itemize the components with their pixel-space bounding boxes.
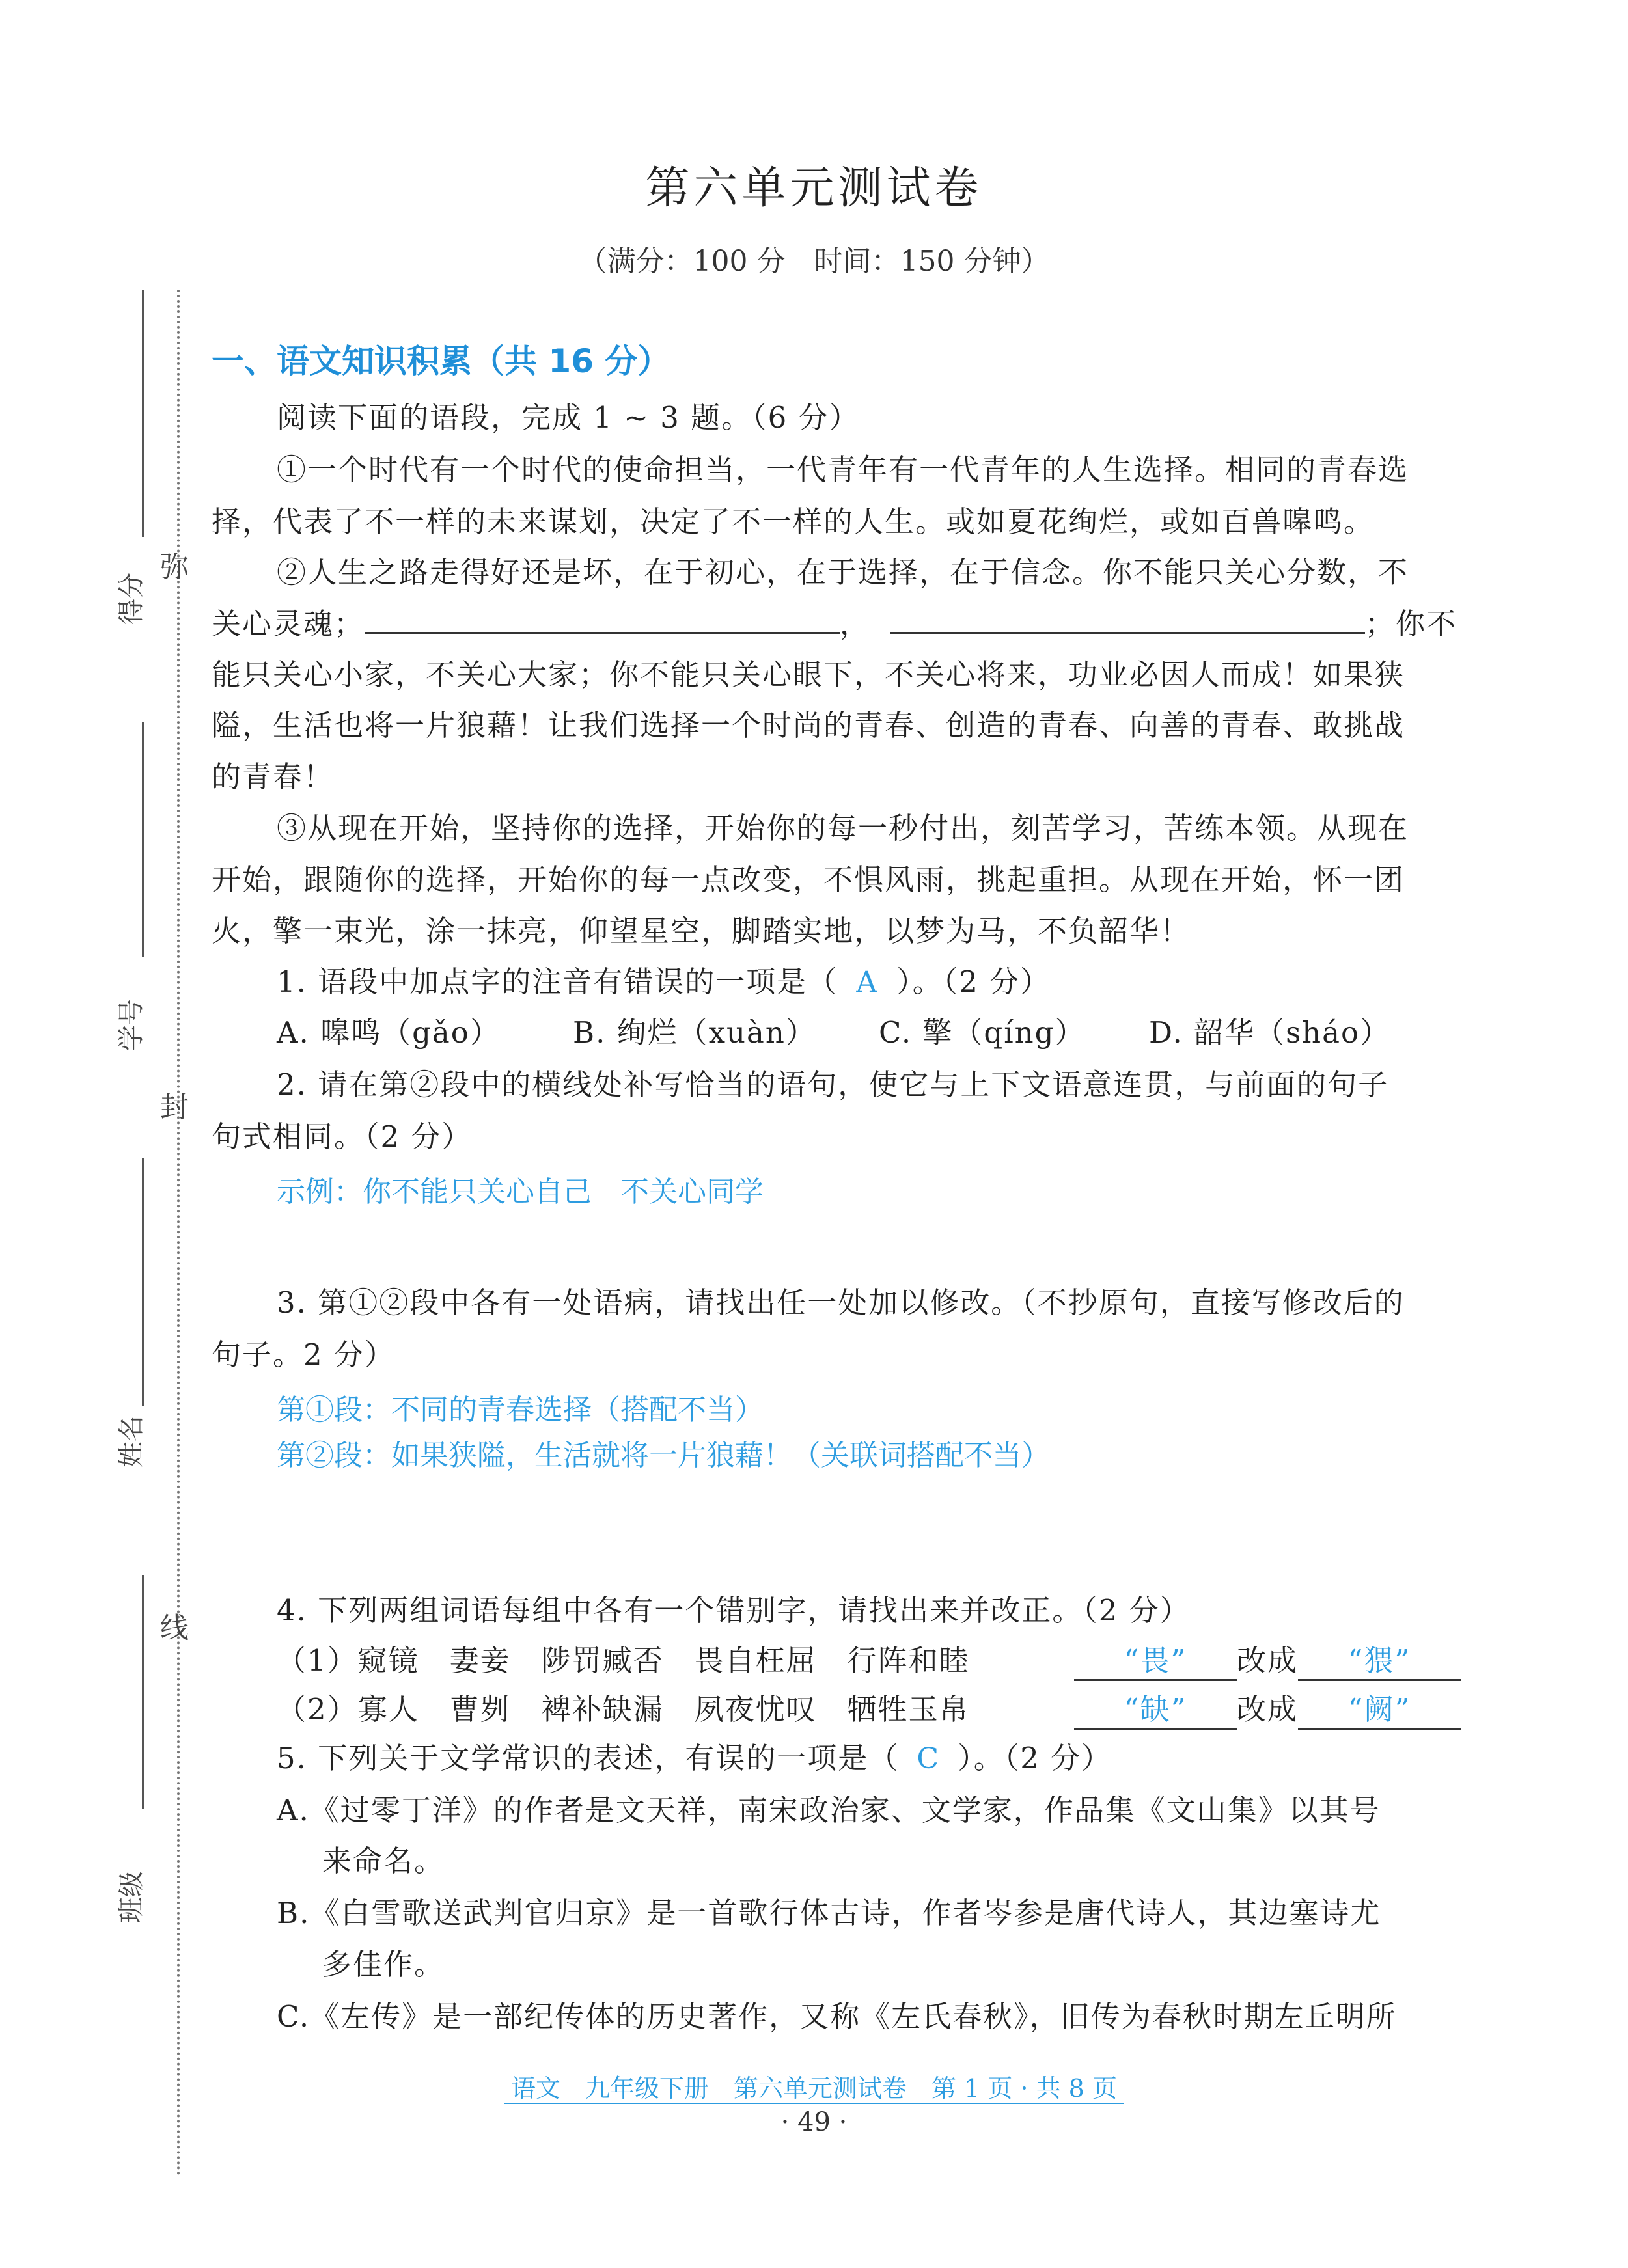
- passage-p3-line1: ③从现在开始，坚持你的选择，开始你的每一秒付出，刻苦学习，苦练本领。从现在: [277, 811, 1409, 845]
- passage-p2-line2: [212, 600, 1457, 642]
- q1-answer: A: [856, 966, 879, 999]
- q2-answer: 示例：你不能只关心自己 不关心同学: [277, 1175, 764, 1209]
- q4-row1-right-char: “猥”: [1298, 1637, 1461, 1681]
- q1-stem-start: 1. 语段中加点字的注音有错误的一项是（: [277, 964, 838, 999]
- q2-stem-line2: 句式相同。（2 分）: [212, 1119, 473, 1154]
- q4-row2-wrong-char: “缺”: [1074, 1686, 1237, 1730]
- q3-answer-2: 第②段：如果狭隘，生活就将一片狼藉！（关联词搭配不当）: [277, 1439, 1050, 1472]
- class-field-label: 班级: [117, 1871, 146, 1923]
- q4-row2-right-char: “阙”: [1298, 1686, 1461, 1730]
- q3-stem-line2: 句子。2 分）: [212, 1337, 395, 1372]
- q1-option-a: A. 嗥鸣（gǎo）: [277, 1015, 501, 1050]
- page-number: · 49 ·: [780, 2107, 848, 2137]
- passage-p2-line2-start: 关心灵魂；: [212, 607, 365, 641]
- q3-answer-1: 第①段：不同的青春选择（搭配不当）: [277, 1393, 764, 1427]
- section-heading: 一、语文知识积累（共 16 分）: [212, 342, 670, 380]
- passage-p3-line3: 火，擎一束光，涂一抹亮，仰望星空，脚踏实地，以梦为马，不负韶华！: [212, 914, 1191, 948]
- class-field-line: [142, 1575, 144, 1809]
- q4-row1-change-to: 改成: [1237, 1643, 1299, 1678]
- name-field-label: 姓名: [117, 1415, 146, 1468]
- q5-option-b-line1: B.《白雪歌送武判官归京》是一首歌行体古诗，作者岑参是唐代诗人，其边塞诗尤: [277, 1896, 1381, 1930]
- q5-option-a-line1: A.《过零丁洋》的作者是文天祥，南宋政治家、文学家，作品集《文山集》以其号: [277, 1793, 1381, 1827]
- page-subtitle: （满分：100 分 时间：150 分钟）: [578, 245, 1050, 278]
- passage-p2-line4: 隘，生活也将一片狼藉！让我们选择一个时尚的青春、创造的青春、向善的青春、敢挑战: [212, 708, 1405, 743]
- q4-row1-correction: [1074, 1637, 1461, 1681]
- q5-stem: [277, 1734, 1112, 1777]
- fill-blank-1[interactable]: [365, 606, 840, 634]
- q4-row2-change-to: 改成: [1237, 1692, 1299, 1727]
- student-id-field-label: 学号: [117, 999, 146, 1051]
- binding-char-xian: 线: [160, 1611, 189, 1645]
- footer-info: [0, 2068, 1628, 2104]
- passage-p1-line2: 择，代表了不一样的未来谋划，决定了不一样的人生。或如夏花绚烂，或如百兽嗥鸣。: [212, 504, 1375, 539]
- passage-p2-line5: 的青春！: [212, 759, 335, 794]
- passage-intro: 阅读下面的语段，完成 1 ~ 3 题。（6 分）: [277, 400, 860, 435]
- q1-option-b: B. 绚烂（xuàn）: [573, 1015, 816, 1050]
- binding-char-mi: 弥: [160, 551, 189, 584]
- score-field-line: [142, 290, 144, 537]
- q4-stem: 4. 下列两组词语每组中各有一个错别字，请找出来并改正。（2 分）: [277, 1593, 1191, 1628]
- q3-stem-line1: 3. 第①②段中各有一处语病，请找出任一处加以修改。（不抄原句，直接写修改后的: [277, 1285, 1405, 1320]
- score-field-label: 得分: [117, 573, 146, 625]
- q1-option-d: D. 韶华（sháo）: [1149, 1015, 1391, 1050]
- passage-p2-line2-end: ；你不: [1365, 607, 1457, 641]
- q4-row1: （1）窥镜 妻妾 陟罚臧否 畏自枉屈 行阵和睦: [277, 1643, 970, 1678]
- q1-stem: [277, 958, 1051, 1000]
- passage-p2-line1: ②人生之路走得好还是坏，在于初心，在于选择，在于信念。你不能只关心分数，不: [277, 555, 1409, 590]
- student-id-field-line: [142, 722, 144, 957]
- page-title: 第六单元测试卷: [645, 163, 983, 214]
- q4-row2: （2）寡人 曹刿 裨补缺漏 夙夜忧叹 牺牲玉帛: [277, 1692, 970, 1727]
- binding-char-feng: 封: [160, 1091, 189, 1124]
- q5-option-a-line2: 来命名。: [322, 1844, 445, 1878]
- name-field-line: [142, 1158, 144, 1406]
- q1-option-c: C. 擎（qíng）: [879, 1015, 1086, 1050]
- footer-info-text: 语文 九年级下册 第六单元测试卷 第 1 页 · 共 8 页: [504, 2074, 1124, 2104]
- q2-stem-line1: 2. 请在第②段中的横线处补写恰当的语句，使它与上下文语意连贯，与前面的句子: [277, 1067, 1389, 1102]
- q4-row2-correction: [1074, 1686, 1461, 1730]
- passage-p3-line2: 开始，跟随你的选择，开始你的每一点改变，不惧风雨，挑起重担。从现在开始，怀一团: [212, 862, 1405, 897]
- q1-stem-end: ）。（2 分）: [896, 964, 1051, 999]
- q5-stem-end: ）。（2 分）: [958, 1741, 1112, 1775]
- passage-p2-comma: ，: [840, 607, 871, 641]
- q5-option-c-line1: C.《左传》是一部纪传体的历史著作，又称《左氏春秋》，旧传为春秋时期左丘明所: [277, 1999, 1397, 2034]
- passage-p1-line1: ①一个时代有一个时代的使命担当，一代青年有一代青年的人生选择。相同的青春选: [277, 452, 1409, 487]
- fill-blank-2[interactable]: [890, 606, 1365, 634]
- q5-stem-start: 5. 下列关于文学常识的表述，有误的一项是（: [277, 1741, 900, 1775]
- q5-option-b-line2: 多佳作。: [322, 1947, 445, 1982]
- q5-answer: C: [917, 1742, 941, 1775]
- passage-p2-line3: 能只关心小家，不关心大家；你不能只关心眼下，不关心将来，功业必因人而成！如果狭: [212, 657, 1405, 692]
- q4-row1-wrong-char: “畏”: [1074, 1637, 1237, 1681]
